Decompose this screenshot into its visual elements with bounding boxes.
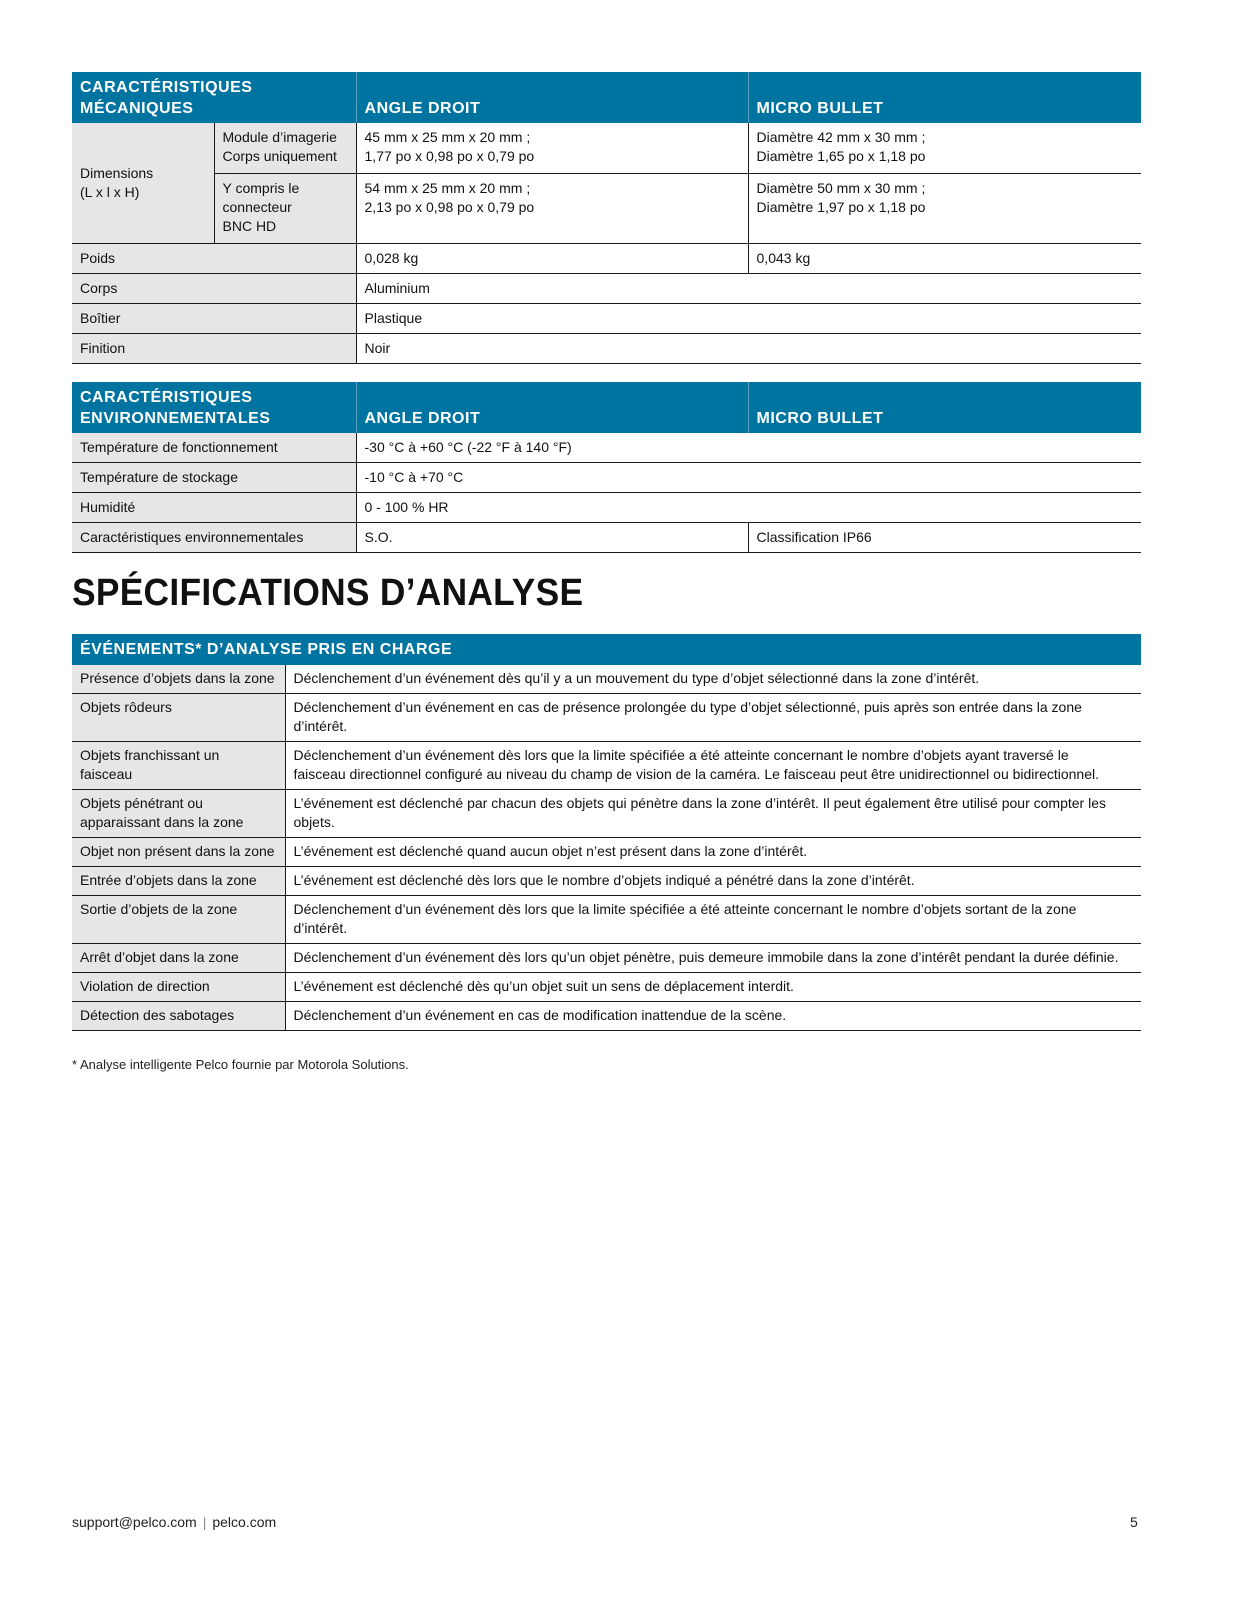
table-row	[72, 173, 1141, 243]
table-header-row	[72, 72, 1141, 123]
table-row	[72, 742, 1141, 790]
event-description: L’événement est déclenché par chacun des objets qui pénètre dans la zone d’intérêt. Il peut également être utilisé pour compter les objets.	[285, 790, 1141, 838]
event-description: L’événement est déclenché quand aucun objet n’est présent dans la zone d’intérêt.	[285, 838, 1141, 867]
table-header-row	[72, 634, 1141, 665]
table-row	[72, 694, 1141, 742]
housing-value: Plastique	[356, 303, 1141, 333]
event-description: L’événement est déclenché dès lors que le nombre d’objets indiqué a pénétré dans la zone d’intérêt.	[285, 867, 1141, 896]
humidity-value: 0 - 100 % HR	[356, 493, 1141, 523]
table-row	[72, 944, 1141, 973]
event-description: Déclenchement d’un événement dès lors que la limite spécifiée a été atteinte concernant le nombre d’objets sortant de la zone d’intérêt.	[285, 896, 1141, 944]
table-row	[72, 303, 1141, 333]
connector-sublabel: Y compris le connecteur BNC HD	[214, 173, 356, 243]
env-characteristics-label: Caractéristiques environnementales	[72, 523, 356, 553]
analytics-events-table	[72, 634, 1141, 1031]
connector-micro-value: Diamètre 50 mm x 30 mm ; Diamètre 1,97 po x 1,18 po	[748, 173, 1141, 243]
angle-droit-header: ANGLE DROIT	[356, 382, 748, 433]
event-label: Détection des sabotages	[72, 1002, 285, 1031]
support-email-link[interactable]: support@pelco.com	[72, 1514, 197, 1530]
table-row	[72, 896, 1141, 944]
table-row	[72, 867, 1141, 896]
environmental-header: CARACTÉRISTIQUES ENVIRONNEMENTALES	[72, 382, 356, 433]
connector-angle-value: 54 mm x 25 mm x 20 mm ; 2,13 po x 0,98 po x 0,79 po	[356, 173, 748, 243]
imager-sublabel: Module d’imagerie Corps uniquement	[214, 123, 356, 173]
weight-angle-value: 0,028 kg	[356, 243, 748, 273]
mechanical-specs-table	[72, 72, 1141, 364]
table-row	[72, 838, 1141, 867]
table-row	[72, 273, 1141, 303]
humidity-label: Humidité	[72, 493, 356, 523]
table-row	[72, 123, 1141, 173]
environmental-specs-table	[72, 382, 1141, 553]
table-row	[72, 493, 1141, 523]
angle-droit-header: ANGLE DROIT	[356, 72, 748, 123]
env-angle-value: S.O.	[356, 523, 748, 553]
event-label: Objets franchissant un faisceau	[72, 742, 285, 790]
analytics-header: ÉVÉNEMENTS* D’ANALYSE PRIS EN CHARGE	[72, 634, 1141, 665]
event-description: Déclenchement d’un événement dès lors que la limite spécifiée a été atteinte concernant le nombre d’objets ayant traversé le faisceau directionnel configuré au niveau du champ de vision de la caméra. Le faisceau peut être unidirectionnel ou bidirectionnel.	[285, 742, 1141, 790]
env-micro-value: Classification IP66	[748, 523, 1141, 553]
micro-bullet-header: MICRO BULLET	[748, 72, 1141, 123]
table-row	[72, 973, 1141, 1002]
event-description: Déclenchement d’un événement en cas de modification inattendue de la scène.	[285, 1002, 1141, 1031]
body-label: Corps	[72, 273, 356, 303]
imager-angle-value: 45 mm x 25 mm x 20 mm ; 1,77 po x 0,98 po x 0,79 po	[356, 123, 748, 173]
footer-separator: |	[202, 1514, 207, 1530]
analytics-rows	[72, 665, 1141, 1031]
table-row	[72, 463, 1141, 493]
event-label: Objets pénétrant ou apparaissant dans la zone	[72, 790, 285, 838]
footnote: * Analyse intelligente Pelco fournie par Motorola Solutions.	[72, 1057, 409, 1072]
event-description: L’événement est déclenché dès qu’un objet suit un sens de déplacement interdit.	[285, 973, 1141, 1002]
weight-micro-value: 0,043 kg	[748, 243, 1141, 273]
operating-temp-value: -30 °C à +60 °C (-22 °F à 140 °F)	[356, 433, 1141, 463]
event-description: Déclenchement d’un événement dès lors qu’un objet pénètre, puis demeure immobile dans la zone d’intérêt pendant la durée définie.	[285, 944, 1141, 973]
event-label: Présence d’objets dans la zone	[72, 665, 285, 694]
table-row	[72, 523, 1141, 553]
storage-temp-label: Température de stockage	[72, 463, 356, 493]
website-link[interactable]: pelco.com	[212, 1514, 277, 1530]
table-header-row	[72, 382, 1141, 433]
event-label: Objets rôdeurs	[72, 694, 285, 742]
event-label: Sortie d’objets de la zone	[72, 896, 285, 944]
event-label: Entrée d’objets dans la zone	[72, 867, 285, 896]
table-row	[72, 243, 1141, 273]
event-label: Objet non présent dans la zone	[72, 838, 285, 867]
table-row	[72, 433, 1141, 463]
imager-micro-value: Diamètre 42 mm x 30 mm ; Diamètre 1,65 po x 1,18 po	[748, 123, 1141, 173]
finish-label: Finition	[72, 333, 356, 363]
finish-value: Noir	[356, 333, 1141, 363]
table-row	[72, 790, 1141, 838]
event-description: Déclenchement d’un événement en cas de présence prolongée du type d’objet sélectionné, puis après son entrée dans la zone d’intérêt.	[285, 694, 1141, 742]
table-row	[72, 665, 1141, 694]
dimensions-label: Dimensions (L x l x H)	[72, 123, 214, 243]
footer-contact	[72, 1514, 276, 1530]
storage-temp-value: -10 °C à +70 °C	[356, 463, 1141, 493]
body-value: Aluminium	[356, 273, 1141, 303]
operating-temp-label: Température de fonctionnement	[72, 433, 356, 463]
event-description: Déclenchement d’un événement dès qu’il y a un mouvement du type d’objet sélectionné dans la zone d’intérêt.	[285, 665, 1141, 694]
weight-label: Poids	[72, 243, 356, 273]
table-row	[72, 333, 1141, 363]
event-label: Violation de direction	[72, 973, 285, 1002]
table-row	[72, 1002, 1141, 1031]
micro-bullet-header: MICRO BULLET	[748, 382, 1141, 433]
event-label: Arrêt d’objet dans la zone	[72, 944, 285, 973]
housing-label: Boîtier	[72, 303, 356, 333]
mechanical-header: CARACTÉRISTIQUES MÉCANIQUES	[72, 72, 356, 123]
section-title: SPÉCIFICATIONS D’ANALYSE	[72, 572, 584, 614]
page-number: 5	[1130, 1514, 1138, 1530]
